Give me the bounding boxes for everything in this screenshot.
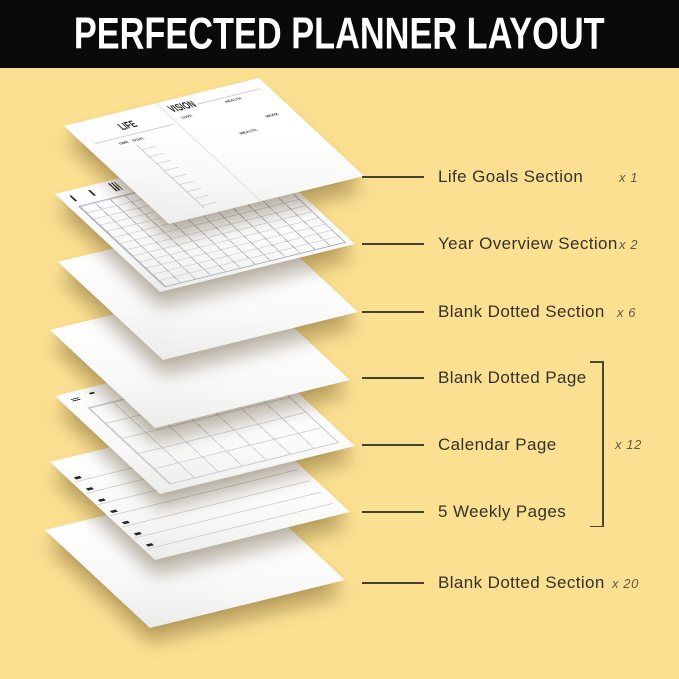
goal-column-header: GOAL [130, 136, 146, 143]
vision-quadrant-label: WORK [263, 111, 281, 119]
count-x6: x 6 [617, 305, 637, 320]
sheet-surface [64, 78, 364, 224]
label-weekly-pages: 5 Weekly Pages [438, 502, 567, 521]
leader-line-calendar-page [362, 444, 424, 446]
count-x1: x 1 [619, 170, 639, 185]
count-x12: x 12 [615, 437, 642, 452]
group-bracket-bottom-tick [590, 526, 603, 528]
label-blank-dotted-section-bottom: Blank Dotted Section [438, 573, 605, 592]
goal-column-header: TIME [117, 139, 131, 146]
label-blank-dotted-page: Blank Dotted Page [438, 368, 587, 387]
leader-line-blank-dotted-bottom [362, 582, 424, 584]
spread-gutter-line [156, 103, 262, 201]
life-page-title: LIFE [115, 119, 141, 133]
goal-table-ticks [142, 146, 217, 207]
group-bracket-line [602, 361, 604, 527]
leader-line-blank-dotted-section [362, 311, 424, 313]
vision-quadrant-label: WEALTH [237, 127, 258, 136]
leader-line-blank-dotted-page [362, 377, 424, 379]
page-life-goals-spread [64, 96, 281, 266]
banner [0, 0, 679, 68]
label-year-overview-section: Year Overview Section [438, 234, 618, 253]
vision-quadrant-label: HEALTH [223, 96, 243, 104]
leader-line-life-goals [362, 176, 424, 178]
count-x20: x 20 [612, 576, 639, 591]
vision-quadrant-label: LOVE [179, 113, 194, 120]
label-life-goals-section: Life Goals Section [438, 167, 584, 186]
banner-title: PERFECTED PLANNER LAYOUT [74, 8, 605, 59]
group-bracket-top-tick [590, 361, 603, 363]
count-x2: x 2 [619, 237, 639, 252]
leader-line-weekly-pages [362, 511, 424, 513]
leader-line-year-overview [362, 243, 424, 245]
label-calendar-page: Calendar Page [438, 435, 557, 454]
vision-page-title: VISION [165, 99, 200, 115]
label-blank-dotted-section: Blank Dotted Section [438, 302, 605, 321]
